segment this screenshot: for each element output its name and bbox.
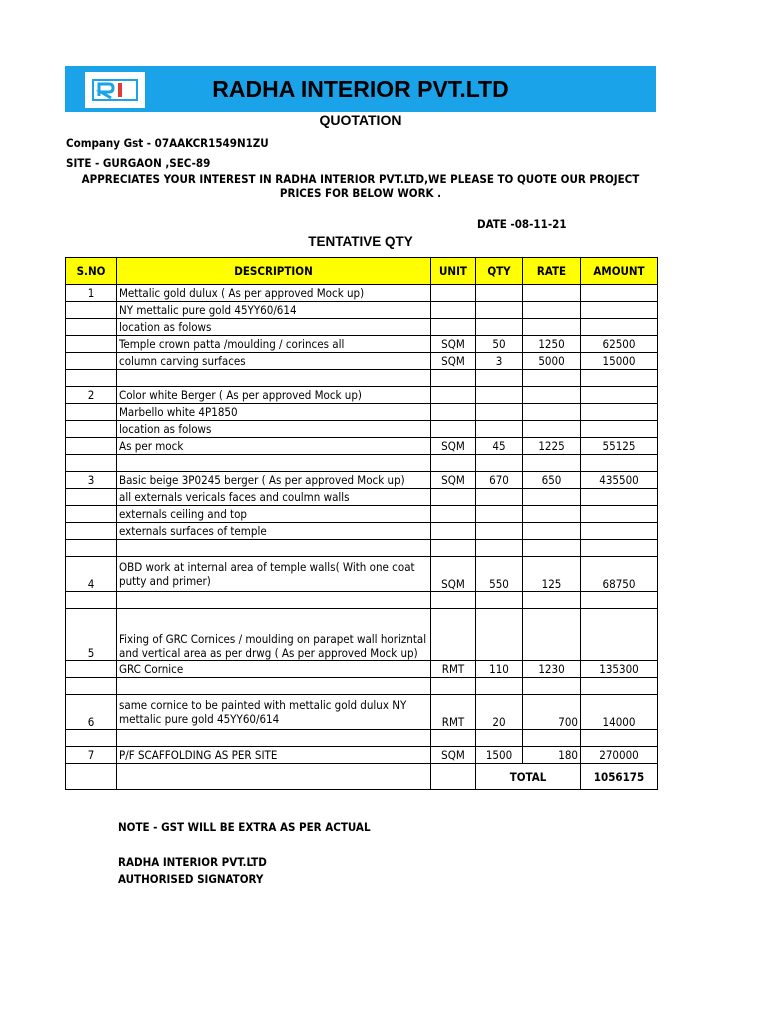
cell-unit [431, 730, 476, 747]
cell-unit: SQM [431, 747, 476, 764]
site-location: SITE - GURGAON ,SEC-89 [66, 156, 211, 170]
cell-amount [581, 609, 658, 661]
table-row [66, 370, 658, 387]
cell-sno: 2 [66, 387, 117, 404]
cell-description: As per mock [117, 438, 431, 455]
cell-unit [431, 506, 476, 523]
cell-sno: 3 [66, 472, 117, 489]
cell-amount [581, 730, 658, 747]
cell-description [117, 455, 431, 472]
cell-rate [523, 592, 581, 609]
cell-unit: RMT [431, 695, 476, 730]
table-row [66, 540, 658, 557]
cell-rate: 700 [523, 695, 581, 730]
cell-sno [66, 506, 117, 523]
cell-unit [431, 489, 476, 506]
cell-qty [476, 540, 523, 557]
cell-qty: 20 [476, 695, 523, 730]
table-header-row [66, 258, 658, 285]
table-row [66, 747, 658, 764]
table-row [66, 387, 658, 404]
cell-unit [431, 285, 476, 302]
cell-rate: 180 [523, 747, 581, 764]
cell-description: P/F SCAFFOLDING AS PER SITE [117, 747, 431, 764]
cell-amount: 68750 [581, 557, 658, 592]
cell-rate [523, 455, 581, 472]
cell-unit [431, 302, 476, 319]
table-row [66, 336, 658, 353]
col-qty: QTY [476, 258, 523, 285]
cell-rate: 5000 [523, 353, 581, 370]
cell-rate: 1230 [523, 661, 581, 678]
cell-sno [66, 421, 117, 438]
cell-rate [523, 404, 581, 421]
authorised-signatory: AUTHORISED SIGNATORY [118, 872, 264, 886]
cell-sno: 6 [66, 695, 117, 730]
cell-amount [581, 319, 658, 336]
table-body [66, 285, 658, 764]
cell-amount [581, 285, 658, 302]
quote-date: DATE -08-11-21 [477, 217, 567, 231]
cell-amount [581, 455, 658, 472]
footer-company: RADHA INTERIOR PVT.LTD [118, 855, 267, 869]
cell-sno: 5 [66, 609, 117, 661]
cell-amount [581, 523, 658, 540]
cell-sno [66, 336, 117, 353]
cell-sno [66, 370, 117, 387]
cell-amount: 14000 [581, 695, 658, 730]
cell-amount: 435500 [581, 472, 658, 489]
cell-unit [431, 455, 476, 472]
cell-unit: SQM [431, 336, 476, 353]
cell-sno: 1 [66, 285, 117, 302]
cell-description [117, 592, 431, 609]
cell-rate [523, 609, 581, 661]
cell-description: NY mettalic pure gold 45YY60/614 [117, 302, 431, 319]
table-row [66, 661, 658, 678]
cell-rate: 650 [523, 472, 581, 489]
cell-description: location as folows [117, 421, 431, 438]
total-row [66, 764, 658, 790]
cell-unit: RMT [431, 661, 476, 678]
document-type: QUOTATION [319, 112, 402, 128]
cell-qty [476, 730, 523, 747]
cell-amount [581, 592, 658, 609]
cell-sno: 7 [66, 747, 117, 764]
cell-description: Temple crown patta /moulding / corinces all [117, 336, 431, 353]
cell-description: all externals vericals faces and coulmn walls [117, 489, 431, 506]
cell-rate: 1250 [523, 336, 581, 353]
table-row [66, 302, 658, 319]
cell-qty: 45 [476, 438, 523, 455]
cell-qty [476, 489, 523, 506]
company-title: RADHA INTERIOR PVT.LTD [212, 76, 509, 102]
intro-text: APPRECIATES YOUR INTEREST IN RADHA INTERIOR PVT.LTD,WE PLEASE TO QUOTE OUR PROJECT PRICES FOR BELOW WORK . [81, 172, 640, 200]
cell-amount [581, 540, 658, 557]
cell-unit: SQM [431, 557, 476, 592]
col-amount: AMOUNT [581, 258, 658, 285]
cell-unit: SQM [431, 472, 476, 489]
cell-unit [431, 523, 476, 540]
table-row [66, 489, 658, 506]
cell-qty [476, 421, 523, 438]
cell-rate [523, 540, 581, 557]
cell-rate: 1225 [523, 438, 581, 455]
section-title: TENTATIVE QTY [308, 234, 413, 249]
cell-rate [523, 319, 581, 336]
cell-sno [66, 540, 117, 557]
cell-description: same cornice to be painted with mettalic gold dulux NY mettalic pure gold 45YY60/614 [117, 695, 431, 730]
cell-amount [581, 489, 658, 506]
cell-amount: 62500 [581, 336, 658, 353]
table-row [66, 421, 658, 438]
cell-sno [66, 302, 117, 319]
cell-description [117, 730, 431, 747]
gst-note: NOTE - GST WILL BE EXTRA AS PER ACTUAL [118, 820, 371, 834]
cell-rate [523, 523, 581, 540]
table-row [66, 404, 658, 421]
cell-rate [523, 506, 581, 523]
table-row [66, 472, 658, 489]
cell-sno [66, 438, 117, 455]
cell-unit: SQM [431, 353, 476, 370]
company-gst: Company Gst - 07AAKCR1549N1ZU [66, 136, 269, 150]
cell-qty [476, 592, 523, 609]
cell-description: Mettalic gold dulux ( As per approved Mock up) [117, 285, 431, 302]
cell-qty [476, 455, 523, 472]
cell-sno [66, 404, 117, 421]
cell-description: externals surfaces of temple [117, 523, 431, 540]
cell-qty [476, 506, 523, 523]
cell-unit [431, 678, 476, 695]
cell-description: Fixing of GRC Cornices / moulding on parapet wall horizntal and vertical area as per drwg ( As per approved Mock up) [117, 609, 431, 661]
total-blank-3 [431, 764, 476, 790]
cell-amount [581, 421, 658, 438]
cell-unit: SQM [431, 438, 476, 455]
cell-qty [476, 370, 523, 387]
cell-description: location as folows [117, 319, 431, 336]
cell-sno [66, 353, 117, 370]
cell-qty [476, 678, 523, 695]
table-row [66, 730, 658, 747]
total-value: 1056175 [581, 764, 658, 790]
cell-amount: 270000 [581, 747, 658, 764]
cell-qty [476, 285, 523, 302]
cell-qty: 110 [476, 661, 523, 678]
total-blank-1 [66, 764, 117, 790]
cell-unit [431, 404, 476, 421]
cell-qty: 50 [476, 336, 523, 353]
col-unit: UNIT [431, 258, 476, 285]
cell-qty: 3 [476, 353, 523, 370]
cell-unit [431, 592, 476, 609]
cell-rate [523, 678, 581, 695]
table-row [66, 557, 658, 592]
cell-sno [66, 592, 117, 609]
cell-unit [431, 319, 476, 336]
cell-amount: 55125 [581, 438, 658, 455]
cell-sno [66, 489, 117, 506]
cell-unit [431, 421, 476, 438]
col-rate: RATE [523, 258, 581, 285]
cell-rate [523, 730, 581, 747]
table-row [66, 523, 658, 540]
table-row [66, 678, 658, 695]
table-row [66, 592, 658, 609]
cell-rate [523, 302, 581, 319]
cell-qty [476, 319, 523, 336]
table-row [66, 438, 658, 455]
cell-amount [581, 678, 658, 695]
cell-description [117, 678, 431, 695]
cell-amount [581, 506, 658, 523]
cell-unit [431, 540, 476, 557]
cell-sno [66, 730, 117, 747]
cell-amount [581, 370, 658, 387]
cell-description: GRC Cornice [117, 661, 431, 678]
cell-qty: 1500 [476, 747, 523, 764]
quotation-table [65, 257, 658, 790]
cell-description: Color white Berger ( As per approved Mock up) [117, 387, 431, 404]
cell-sno [66, 455, 117, 472]
table-row [66, 695, 658, 730]
cell-sno: 4 [66, 557, 117, 592]
total-label: TOTAL [476, 764, 581, 790]
cell-sno [66, 678, 117, 695]
cell-amount [581, 302, 658, 319]
col-sno: S.NO [66, 258, 117, 285]
cell-description: Basic beige 3P0245 berger ( As per approved Mock up) [117, 472, 431, 489]
cell-description [117, 540, 431, 557]
cell-qty [476, 523, 523, 540]
cell-amount: 15000 [581, 353, 658, 370]
cell-qty [476, 404, 523, 421]
cell-description: Marbello white 4P1850 [117, 404, 431, 421]
table-row [66, 455, 658, 472]
table-row [66, 353, 658, 370]
cell-description: OBD work at internal area of temple walls( With one coat putty and primer) [117, 557, 431, 592]
cell-rate [523, 370, 581, 387]
cell-qty: 550 [476, 557, 523, 592]
cell-sno [66, 319, 117, 336]
cell-rate [523, 285, 581, 302]
cell-sno [66, 661, 117, 678]
cell-unit [431, 609, 476, 661]
cell-amount [581, 387, 658, 404]
col-description: DESCRIPTION [117, 258, 431, 285]
cell-rate [523, 387, 581, 404]
cell-rate [523, 489, 581, 506]
cell-unit [431, 370, 476, 387]
table-row [66, 319, 658, 336]
table-row [66, 285, 658, 302]
table-row [66, 609, 658, 661]
cell-rate [523, 421, 581, 438]
cell-qty [476, 609, 523, 661]
cell-description: column carving surfaces [117, 353, 431, 370]
table-row [66, 506, 658, 523]
cell-amount: 135300 [581, 661, 658, 678]
cell-description [117, 370, 431, 387]
cell-amount [581, 404, 658, 421]
cell-unit [431, 387, 476, 404]
cell-qty [476, 302, 523, 319]
cell-description: externals ceiling and top [117, 506, 431, 523]
cell-sno [66, 523, 117, 540]
cell-qty [476, 387, 523, 404]
total-blank-2 [117, 764, 431, 790]
cell-qty: 670 [476, 472, 523, 489]
cell-rate: 125 [523, 557, 581, 592]
